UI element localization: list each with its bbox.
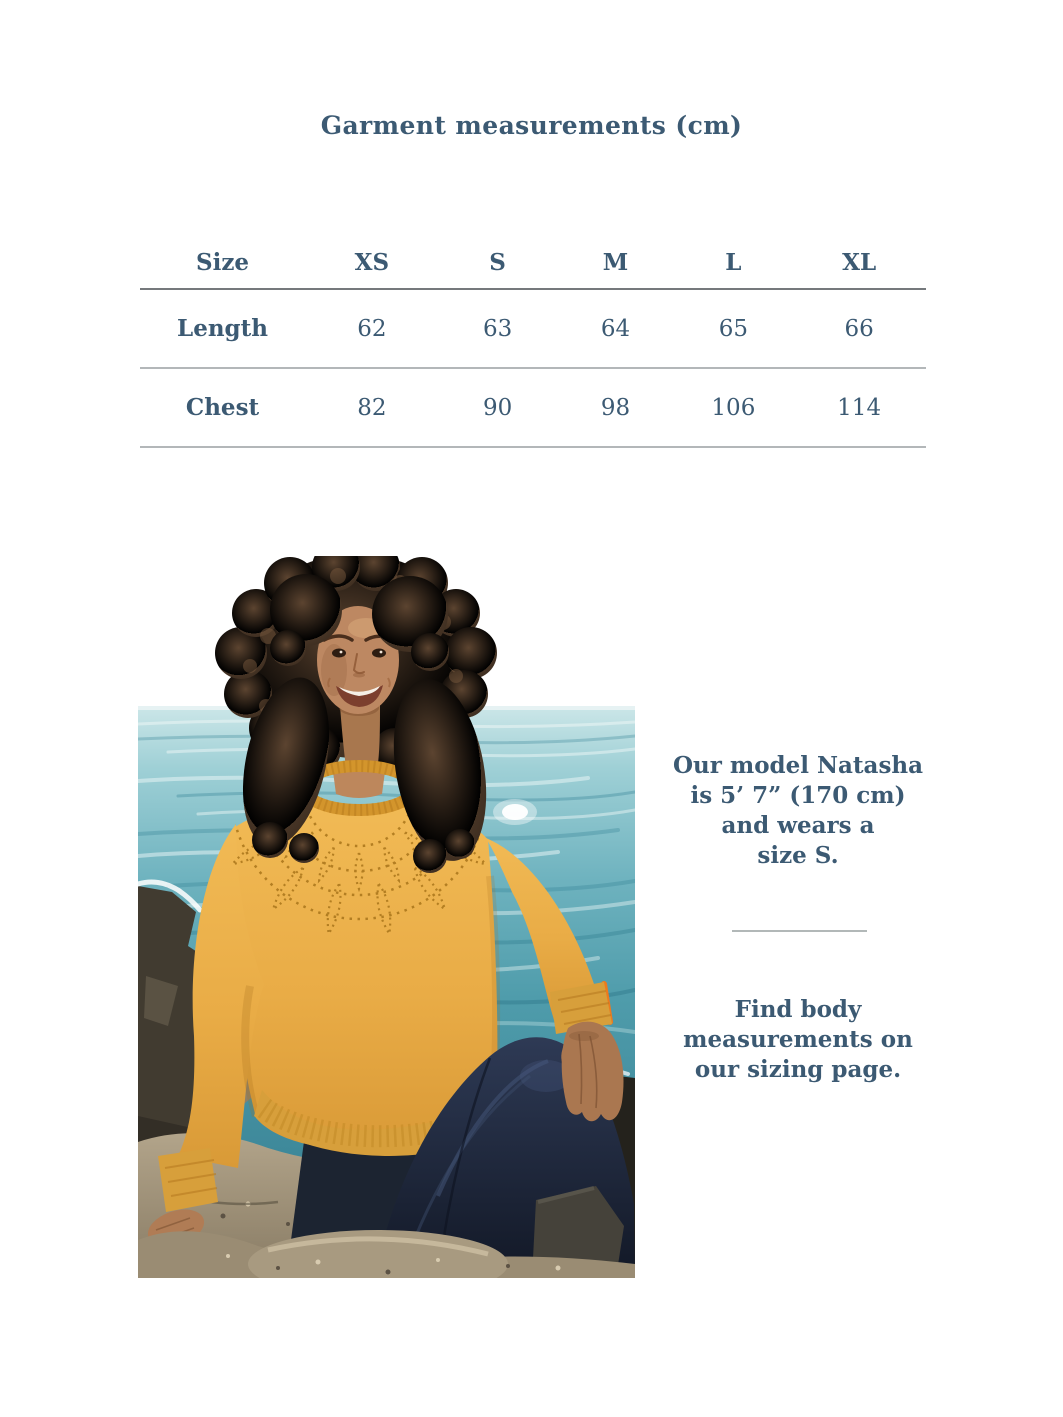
row-label: Length: [177, 315, 268, 342]
note-line: and wears a: [721, 812, 875, 839]
sizing-note: [640, 995, 956, 1085]
note-line: size S.: [757, 842, 839, 869]
table-cell: 66: [844, 315, 874, 342]
table-header-cell: XL: [842, 248, 877, 276]
table-cell: 114: [837, 394, 882, 421]
row-label: Chest: [185, 394, 260, 421]
size-table: [140, 236, 926, 448]
model-photo-illustration: [138, 556, 635, 1278]
table-header-row: [140, 236, 926, 290]
table-header-cell: S: [489, 248, 506, 276]
table-header-cell: L: [725, 248, 742, 276]
table-header-cell: XS: [354, 248, 390, 276]
note-line: is 5’ 7” (170 cm): [690, 782, 906, 809]
note-line: Find body: [734, 996, 862, 1023]
notes-divider: [732, 930, 867, 932]
table-cell: 64: [600, 315, 631, 342]
table-row: [140, 290, 926, 369]
page-title: Garment measurements (cm): [320, 111, 743, 140]
note-line: Our model Natasha: [672, 752, 924, 779]
table-cell: 98: [600, 394, 631, 421]
table-cell: 90: [482, 394, 513, 421]
table-cell: 82: [357, 394, 387, 421]
note-line: our sizing page.: [694, 1056, 902, 1083]
table-cell: 106: [711, 394, 756, 421]
model-photo: [138, 556, 635, 1278]
table-row: [140, 369, 926, 448]
table-header-cell: Size: [196, 248, 250, 276]
table-cell: 62: [357, 315, 387, 342]
note-line: measurements on: [683, 1026, 913, 1053]
table-cell: 63: [482, 315, 513, 342]
table-cell: 65: [718, 315, 749, 342]
model-note: [640, 751, 956, 871]
table-header-cell: M: [602, 248, 629, 276]
